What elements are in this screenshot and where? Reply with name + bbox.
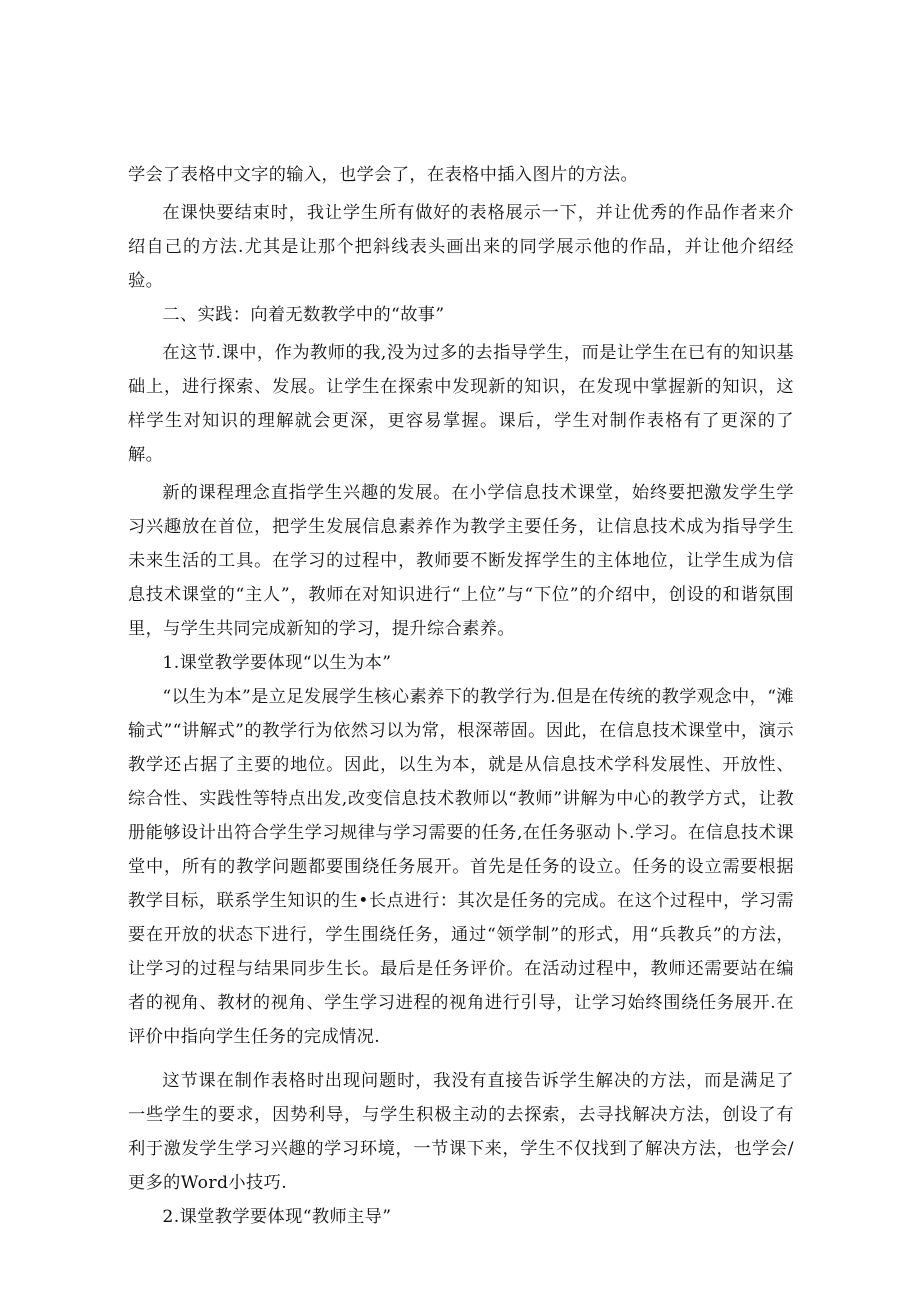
paragraph-student-centered: “以生为本”是立足发展学生核心素养下的教学行为.但是在传统的教学观念中，“滩输式”“讲解式”的教学行为依然习以为常，根深蒂固。因此，在信息技术课堂中，演示教学还占据了主要的地位。因此，以生为本，就是从信息技术学科发展性、开放性、综合性、实践性等特点出发,改变信息技术教师以“教师”讲解为中心的教学方式，让教册能够设计出符合学生学习规律与学习需要的任务,在任务驱动卜.学习。在信息技术课堂中，所有的教学问题都要围绕任务展开。首先是任务的设立。任务的设立需要根据教学目标，联系学生知识的生•长点进行：其次是任务的完成。在这个过程中，学习需要在开放的状态下进行，学生围绕任务，通过“领学制”的形式，用“兵教兵”的方法，让学习的过程与结果同步生长。最后是任务评价。在活动过程中，教师还需要站在编者的视角、教材的视角、学生学习进程的视角进行引导，让学习始终围绕任务展开.在评价中指向学生任务的完成情况. [128,687,794,1047]
document-page [128,158,794,1234]
subheading-teacher-led: 2.课堂教学要体现“教师主导” [162,1207,392,1227]
section-heading-practice: 二、实践：向着无数教学中的“故事” [162,305,445,325]
paragraph-curriculum-concept: 新的课程理念直指学生兴趣的发展。在小学信息技术课堂，始终要把激发学生学习兴趣放在首位，把学生发展信息素养作为教学主要任务，让信息技术成为指导学生未来生活的工具。在学习的过程中，教师要不断发挥学生的主体地位，让学生成为信息技术课堂的“主人”，教师在对知识进行“上位”与“下位”的介绍中，创设的和谐氛围里，与学生共同完成新知的学习，提升综合素养。 [128,483,794,639]
subheading-student-centered: 1.课堂教学要体现“以生为本” [162,653,392,673]
paragraph-exploration: 在这节.课中，作为教师的我,没为过多的去指导学生，而是让学生在已有的知识基础上，进行探索、发展。让学生在探索中发现新的知识，在发现中掌握新的知识，这样学生对知识的理解就会更深，更容易掌握。课后，学生对制作表格有了更深的了解。 [128,343,794,465]
paragraph-class-ending: 在课快要结束时，我让学生所有做好的表格展示一下，并让优秀的作品作者来介绍自己的方法.尤其是让那个把斜线表头画出来的同学展示他的作品，并让他介绍经验。 [128,203,794,291]
paragraph-lesson-reflection: 这节课在制作表格时出现问题时，我没有直接告诉学生解决的方法，而是满足了一些学生的要求，因势利导，与学生积极主动的去探索，去寻找解决方法，创设了有利于激发学生学习兴趣的学习环境，一节课下来，学生不仅找到了解决方法，也学会/更多的Word小技巧. [128,1071,794,1193]
paragraph-continuation: 学会了表格中文字的输入，也学会了，在表格中插入图片的方法。 [128,165,639,185]
